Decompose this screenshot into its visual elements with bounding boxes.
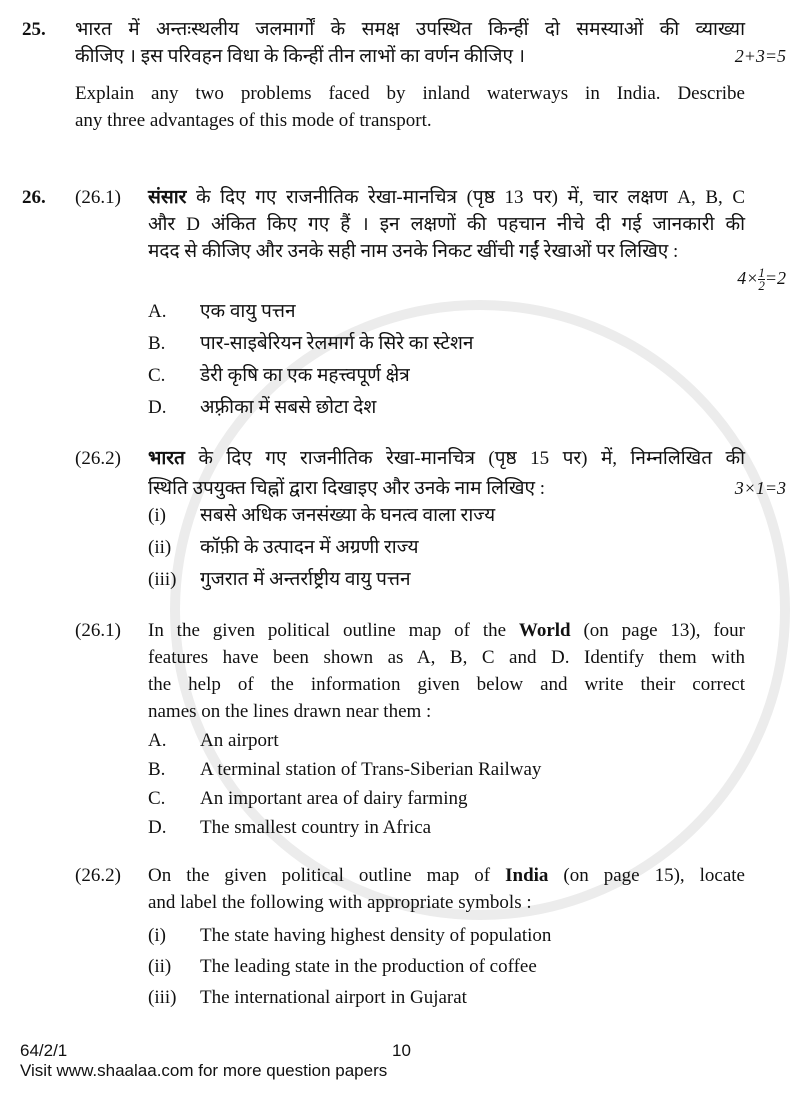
item-key: D. — [148, 397, 167, 419]
list-item — [148, 298, 786, 325]
subquestion-hindi-26-1 — [75, 184, 786, 421]
paper-code: 64/2/1 — [20, 1041, 68, 1061]
marks: 2+3=5 — [734, 46, 786, 66]
list-item — [148, 785, 786, 812]
item-text: पार-साइबेरियन रेलमार्ग के सिरे का स्टेशन — [200, 333, 474, 355]
item-text: The leading state in the production of coffee — [200, 956, 537, 978]
list-item — [148, 502, 786, 529]
subquestion-english-26-1 — [75, 617, 786, 841]
sub-label: (26.2) — [75, 448, 121, 470]
item-key: (iii) — [148, 987, 177, 1009]
list-item — [148, 534, 786, 561]
denominator: 2 — [758, 278, 765, 294]
marks — [725, 265, 786, 292]
marks: 3×1=3 — [734, 478, 786, 499]
english-line: and label the following with appropriate symbols : — [148, 892, 532, 914]
bold-term: India — [505, 865, 549, 887]
item-text: अफ़्रीका में सबसे छोटा देश — [200, 397, 377, 419]
question-25 — [22, 16, 786, 134]
subquestion-body — [148, 862, 786, 1011]
line-text: के दिए गए राजनीतिक रेखा-मानचित्र (पृष्ठ 13 पर) में, चार लक्षण A, B, C — [195, 187, 746, 208]
item-key: (iii) — [148, 569, 177, 591]
question-body — [75, 16, 786, 134]
item-text: A terminal station of Trans-Siberian Railway — [200, 759, 542, 781]
page-number: 10 — [392, 1041, 411, 1061]
hindi-line: और D अंकित किए गए हैं । इन लक्षणों की पहचान नीचे दी गई जानकारी की — [148, 214, 745, 235]
english-line: names on the lines drawn near them : — [148, 701, 432, 723]
item-key: C. — [148, 788, 166, 810]
list-item — [148, 727, 786, 754]
english-line — [148, 617, 745, 644]
item-text: एक वायु पत्तन — [200, 301, 296, 323]
hindi-line: मदद से कीजिए और उनके सही नाम उनके निकट खींची गईं रेखाओं पर लिखिए : — [148, 241, 679, 262]
question-number: 25. — [22, 19, 46, 40]
list-item — [148, 362, 786, 389]
line-text: On the given political outline map of — [148, 865, 491, 887]
sub-label: (26.1) — [75, 187, 121, 208]
marks-pre: 4× — [737, 268, 759, 288]
line-text: (on page 15), locate — [563, 865, 745, 887]
english-line: features have been shown as A, B, C and D. Identify them with — [148, 647, 745, 669]
item-text: गुजरात में अन्तर्राष्ट्रीय वायु पत्तन — [200, 569, 411, 591]
item-text: The international airport in Gujarat — [200, 987, 467, 1009]
item-text: An important area of dairy farming — [200, 788, 468, 810]
numerator: 1 — [758, 265, 765, 281]
visit-link[interactable]: Visit www.shaalaa.com for more question papers — [20, 1061, 388, 1081]
english-line: any three advantages of this mode of transport. — [75, 110, 432, 131]
english-line — [148, 862, 745, 889]
list-item — [148, 330, 786, 357]
item-text: सबसे अधिक जनसंख्या के घनत्व वाला राज्य — [200, 505, 496, 527]
hindi-line: स्थिति उपयुक्त चिह्नों द्वारा दिखाइए और उनके नाम लिखिए : — [148, 478, 546, 500]
list-item — [148, 953, 786, 980]
subquestion-body — [148, 617, 786, 841]
english-line: the help of the information given below and write their correct — [148, 674, 745, 696]
bold-term: संसार — [148, 187, 187, 208]
item-text: डेरी कृषि का एक महत्त्वपूर्ण क्षेत्र — [200, 365, 410, 387]
question-number: 26. — [22, 187, 46, 208]
line-text: के दिए गए राजनीतिक रेखा-मानचित्र (पृष्ठ 15 पर) में, निम्नलिखित की — [198, 448, 745, 470]
hindi-line: कीजिए । इस परिवहन विधा के किन्हीं तीन लाभों का वर्णन कीजिए । — [75, 46, 525, 67]
question-body — [75, 184, 786, 1011]
hindi-line-with-marks — [75, 43, 786, 70]
hindi-line: भारत में अन्तःस्थलीय जलमार्गों के समक्ष उपस्थित किन्हीं दो समस्याओं की व्याख्या — [75, 19, 745, 40]
item-text: The state having highest density of population — [200, 925, 552, 947]
hindi-line-with-marks — [148, 475, 786, 502]
english-line: Explain any two problems faced by inland waterways in India. Describe — [75, 83, 745, 104]
hindi-line — [148, 184, 745, 211]
item-text: कॉफ़ी के उत्पादन में अग्रणी राज्य — [200, 537, 419, 559]
list-item — [148, 984, 786, 1011]
marks-post: =2 — [764, 268, 786, 288]
subquestion-english-26-2 — [75, 862, 786, 1011]
question-26 — [22, 184, 786, 1011]
item-key: (ii) — [148, 537, 172, 559]
item-key: (i) — [148, 505, 166, 527]
line-text: (on page 13), four — [583, 620, 745, 642]
list-item — [148, 394, 786, 421]
list-item — [148, 566, 786, 593]
item-key: B. — [148, 759, 166, 781]
marks-row — [148, 265, 786, 292]
item-key: A. — [148, 730, 167, 752]
sub-label: (26.1) — [75, 620, 121, 642]
item-key: C. — [148, 365, 166, 387]
item-key: D. — [148, 817, 167, 839]
sub-label: (26.2) — [75, 865, 121, 887]
item-key: (ii) — [148, 956, 172, 978]
footer — [0, 1041, 800, 1061]
item-key: B. — [148, 333, 166, 355]
list-item — [148, 922, 786, 949]
list-item — [148, 814, 786, 841]
subquestion-hindi-26-2 — [75, 445, 786, 593]
line-text: In the given political outline map of the — [148, 620, 507, 642]
item-text: An airport — [200, 730, 279, 752]
bold-term: World — [518, 620, 571, 642]
subquestion-body — [148, 445, 786, 593]
item-text: The smallest country in Africa — [200, 817, 432, 839]
hindi-line — [148, 445, 745, 472]
list-item — [148, 756, 786, 783]
bold-term: भारत — [148, 448, 185, 470]
item-key: A. — [148, 301, 167, 323]
subquestion-body — [148, 184, 786, 421]
item-key: (i) — [148, 925, 166, 947]
